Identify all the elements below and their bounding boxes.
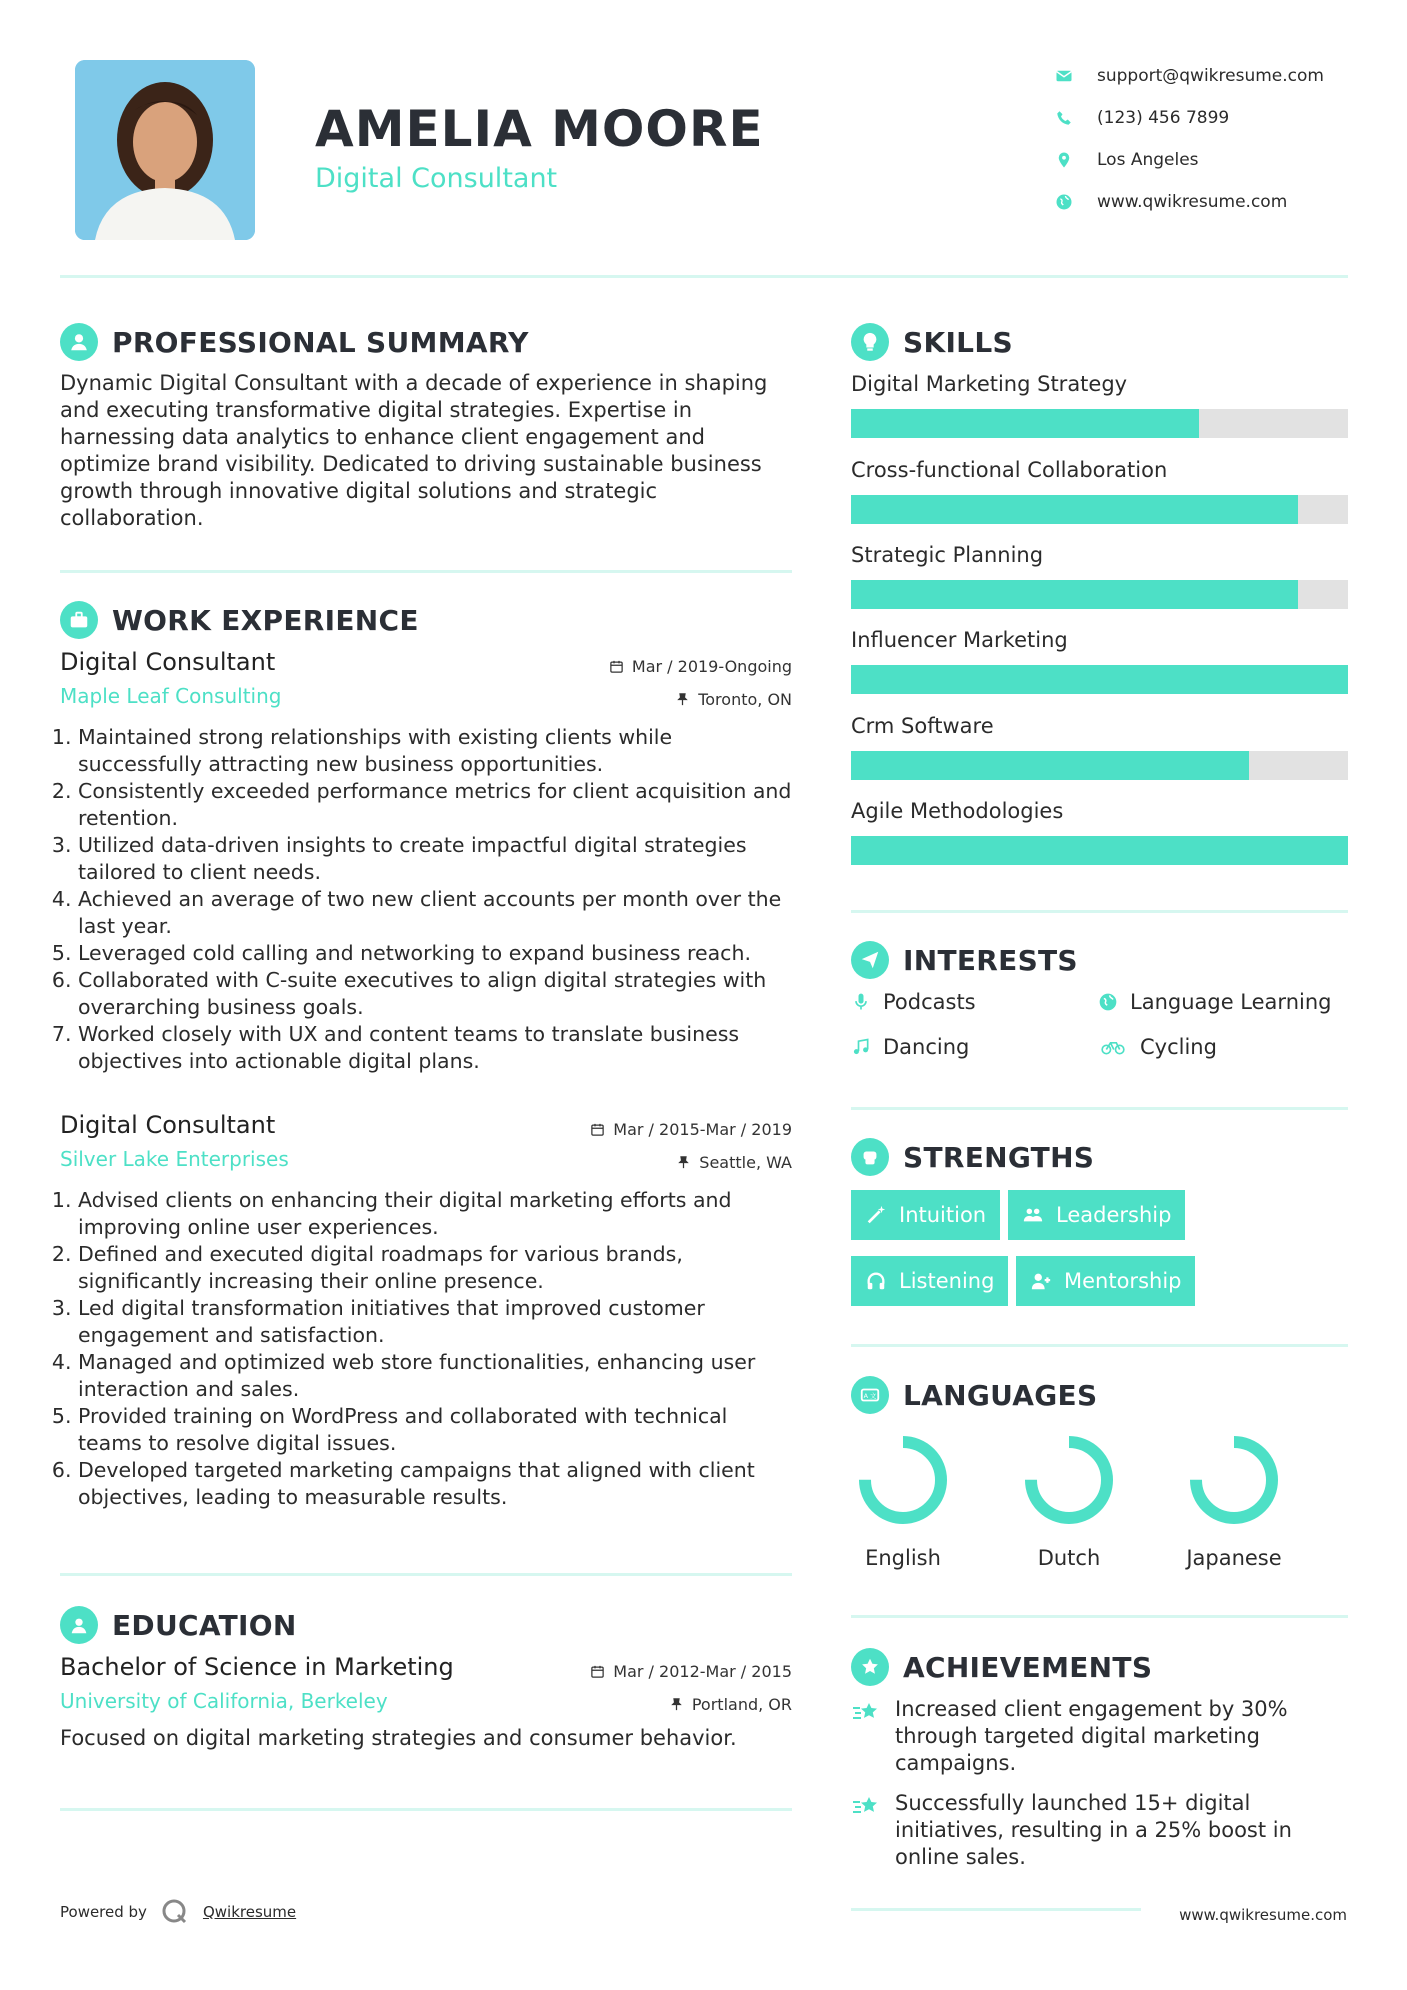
calendar-icon bbox=[590, 1664, 605, 1679]
skill-bar bbox=[851, 665, 1348, 694]
education-divider bbox=[60, 1808, 792, 1811]
language-ring bbox=[853, 1430, 953, 1530]
job-bullets bbox=[60, 724, 792, 1075]
language-ring bbox=[1184, 1430, 1284, 1530]
strength-tag bbox=[851, 1190, 1000, 1240]
interest-label: Language Learning bbox=[1130, 990, 1332, 1014]
magic-wand-icon bbox=[865, 1204, 887, 1226]
job-bullet: 1. Maintained strong relationships with existing clients while successfully attracting new business opportunities. bbox=[78, 724, 792, 778]
contact-email[interactable] bbox=[1055, 55, 1324, 97]
job-bullet: 3. Utilized data-driven insights to create impactful digital strategies tailored to client needs. bbox=[78, 832, 792, 886]
skill-bar-fill bbox=[851, 665, 1348, 694]
interest-label: Dancing bbox=[883, 1035, 970, 1059]
job-bullet: 5. Leveraged cold calling and networking to expand business reach. bbox=[78, 940, 792, 967]
work-divider bbox=[60, 1573, 792, 1576]
briefcase-icon bbox=[60, 601, 98, 639]
shooting-star-icon bbox=[851, 1698, 881, 1726]
interests-heading bbox=[851, 941, 1078, 979]
education-title: EDUCATION bbox=[112, 1608, 297, 1642]
summary-title: PROFESSIONAL SUMMARY bbox=[112, 325, 529, 359]
calendar-icon bbox=[609, 659, 624, 674]
skill-name: Agile Methodologies bbox=[851, 799, 1064, 823]
interest-label: Cycling bbox=[1140, 1035, 1217, 1059]
language-label: Dutch bbox=[1037, 1546, 1101, 1570]
strength-label: Listening bbox=[899, 1269, 995, 1293]
headphones-icon bbox=[865, 1270, 887, 1292]
contact-location-text: Los Angeles bbox=[1097, 150, 1199, 170]
bicycle-icon bbox=[1098, 1037, 1128, 1057]
strength-label: Mentorship bbox=[1064, 1269, 1182, 1293]
job-bullet: 5. Provided training on WordPress and collaborated with technical teams to resolve digital issues. bbox=[78, 1403, 792, 1457]
education-dates: Mar / 2012-Mar / 2015 bbox=[613, 1661, 792, 1681]
interest-item bbox=[1098, 1035, 1217, 1059]
job-location: Toronto, ON bbox=[698, 689, 792, 709]
powered-by-text: Powered by bbox=[60, 1903, 147, 1921]
skill-bar bbox=[851, 580, 1348, 609]
skill-bar bbox=[851, 495, 1348, 524]
contact-phone[interactable] bbox=[1055, 97, 1324, 139]
achievement-text: Successfully launched 15+ digital initiatives, resulting in a 25% boost in online sales. bbox=[895, 1791, 1292, 1869]
skill-bar bbox=[851, 751, 1348, 780]
job-bullet: 4. Achieved an average of two new client accounts per month over the last year. bbox=[78, 886, 792, 940]
job-title: Digital Consultant bbox=[60, 648, 276, 676]
microphone-icon bbox=[851, 992, 871, 1012]
skills-title: SKILLS bbox=[903, 325, 1013, 359]
education-heading bbox=[60, 1606, 297, 1644]
header-divider bbox=[60, 275, 1348, 278]
skill-bar bbox=[851, 836, 1348, 865]
contact-location bbox=[1055, 139, 1324, 181]
skill-item bbox=[851, 372, 1348, 438]
skill-name: Strategic Planning bbox=[851, 543, 1044, 567]
summary-heading bbox=[60, 323, 529, 361]
interest-item bbox=[1098, 990, 1331, 1014]
map-pin-icon bbox=[1055, 151, 1073, 169]
achievement-item bbox=[851, 1696, 1351, 1777]
profile-photo bbox=[75, 60, 255, 240]
skill-name: Cross-functional Collaboration bbox=[851, 458, 1168, 482]
strengths-heading bbox=[851, 1138, 1094, 1176]
degree: Bachelor of Science in Marketing bbox=[60, 1653, 454, 1681]
skill-item bbox=[851, 799, 1348, 865]
strength-tag bbox=[1008, 1190, 1185, 1240]
phone-icon bbox=[1055, 109, 1073, 127]
skill-bar-fill bbox=[851, 409, 1199, 438]
skill-name: Influencer Marketing bbox=[851, 628, 1068, 652]
pin-icon bbox=[669, 1697, 684, 1712]
skill-item bbox=[851, 714, 1348, 780]
language-ring-arc bbox=[1196, 1442, 1272, 1518]
job-meta bbox=[590, 1119, 792, 1185]
job-bullet: 2. Defined and executed digital roadmaps for various brands, significantly increasing their online presence. bbox=[78, 1241, 792, 1295]
language-label: Japanese bbox=[1186, 1546, 1282, 1570]
graduation-icon bbox=[60, 1606, 98, 1644]
languages-divider bbox=[851, 1615, 1348, 1618]
interest-item bbox=[851, 1035, 969, 1059]
interests-divider bbox=[851, 1107, 1348, 1110]
globe-icon bbox=[1055, 193, 1073, 211]
skill-bar-fill bbox=[851, 495, 1298, 524]
language-label: English bbox=[865, 1546, 941, 1570]
contact-list bbox=[1055, 55, 1324, 223]
strengths-divider bbox=[851, 1344, 1348, 1347]
achievements-title: ACHIEVEMENTS bbox=[903, 1650, 1153, 1684]
skill-item bbox=[851, 543, 1348, 609]
interest-item bbox=[851, 990, 976, 1014]
strength-label: Leadership bbox=[1056, 1203, 1172, 1227]
skill-name: Crm Software bbox=[851, 714, 994, 738]
user-plus-icon bbox=[1030, 1270, 1052, 1292]
skill-item bbox=[851, 458, 1348, 524]
job-title: Digital Consultant bbox=[60, 1111, 276, 1139]
education-location: Portland, OR bbox=[691, 1694, 792, 1714]
calendar-icon bbox=[590, 1122, 605, 1137]
job-bullet: 4. Managed and optimized web store functionalities, enhancing user interaction and sales. bbox=[78, 1349, 792, 1403]
language-ring-arc bbox=[1031, 1442, 1107, 1518]
language-ring-arc bbox=[865, 1442, 941, 1518]
language-card-icon bbox=[851, 1376, 889, 1414]
contact-email-text: support@qwikresume.com bbox=[1097, 66, 1324, 86]
contact-website-text: www.qwikresume.com bbox=[1097, 192, 1288, 212]
skill-bar-fill bbox=[851, 836, 1348, 865]
job-bullet: 6. Collaborated with C-suite executives to align digital strategies with overarching business goals. bbox=[78, 967, 792, 1021]
job-bullet: 6. Developed targeted marketing campaigns that aligned with client objectives, leading to measurable results. bbox=[78, 1457, 792, 1511]
lightbulb-icon bbox=[851, 323, 889, 361]
job-entry-1 bbox=[60, 648, 792, 1075]
achievements-divider bbox=[851, 1908, 1141, 1911]
user-icon bbox=[60, 323, 98, 361]
language-ring bbox=[1019, 1430, 1119, 1530]
language-item bbox=[1184, 1430, 1284, 1570]
qwikresume-logo-icon bbox=[161, 1898, 189, 1926]
candidate-role: Digital Consultant bbox=[315, 163, 558, 194]
languages-heading bbox=[851, 1376, 1097, 1414]
work-title: WORK EXPERIENCE bbox=[112, 603, 419, 637]
pin-icon bbox=[675, 692, 690, 707]
envelope-icon bbox=[1055, 67, 1073, 85]
summary-text: Dynamic Digital Consultant with a decade of experience in shaping and executing transformative digital strategies. Expertise in harnessing data analytics to enhance client engagement and optimize brand visibility. Dedicated to driving sustainable business growth through innovative digital solutions and strategic collaboration. bbox=[60, 371, 768, 530]
job-bullet: 7. Worked closely with UX and content teams to translate business objectives into actionable digital plans. bbox=[78, 1021, 792, 1075]
job-dates: Mar / 2015-Mar / 2019 bbox=[613, 1119, 792, 1139]
globe-icon bbox=[1098, 992, 1118, 1012]
footer-powered bbox=[60, 1898, 296, 1926]
job-bullet: 2. Consistently exceeded performance metrics for client acquisition and retention. bbox=[78, 778, 792, 832]
skills-heading bbox=[851, 323, 1013, 361]
strengths-title: STRENGTHS bbox=[903, 1140, 1095, 1174]
language-item bbox=[1019, 1430, 1119, 1570]
pin-icon bbox=[676, 1155, 691, 1170]
footer-url[interactable]: www.qwikresume.com bbox=[1179, 1906, 1347, 1924]
strength-tag bbox=[1016, 1256, 1195, 1306]
job-company: Silver Lake Enterprises bbox=[60, 1147, 289, 1171]
brand-link[interactable]: Qwikresume bbox=[202, 1903, 297, 1921]
job-location: Seattle, WA bbox=[699, 1152, 792, 1172]
strength-label: Intuition bbox=[899, 1203, 987, 1227]
job-dates: Mar / 2019-Ongoing bbox=[631, 656, 792, 676]
education-meta bbox=[590, 1661, 792, 1727]
job-meta bbox=[609, 656, 792, 722]
job-bullet: 1. Advised clients on enhancing their digital marketing efforts and improving online user experiences. bbox=[78, 1187, 792, 1241]
interest-label: Podcasts bbox=[883, 990, 976, 1014]
work-heading bbox=[60, 601, 419, 639]
skill-bar-fill bbox=[851, 580, 1298, 609]
achievements-heading bbox=[851, 1648, 1152, 1686]
candidate-name: AMELIA MOORE bbox=[315, 100, 764, 158]
job-bullet: 3. Led digital transformation initiatives that improved customer engagement and satisfaction. bbox=[78, 1295, 792, 1349]
job-entry-2 bbox=[60, 1111, 792, 1511]
languages-title: LANGUAGES bbox=[903, 1378, 1098, 1412]
summary-divider bbox=[60, 570, 792, 573]
skill-name: Digital Marketing Strategy bbox=[851, 372, 1128, 396]
users-icon bbox=[1022, 1204, 1044, 1226]
achievement-text: Increased client engagement by 30% through targeted digital marketing campaigns. bbox=[895, 1697, 1288, 1775]
fist-icon bbox=[851, 1138, 889, 1176]
job-company: Maple Leaf Consulting bbox=[60, 684, 282, 708]
skill-item bbox=[851, 628, 1348, 694]
shooting-star-icon bbox=[851, 1792, 881, 1820]
contact-phone-text: (123) 456 7899 bbox=[1097, 108, 1230, 128]
skill-bar-fill bbox=[851, 751, 1249, 780]
paper-plane-icon bbox=[851, 941, 889, 979]
music-note-icon bbox=[851, 1037, 871, 1057]
svg-text:A 文: A 文 bbox=[863, 1391, 877, 1400]
school: University of California, Berkeley bbox=[60, 1689, 388, 1713]
job-bullets bbox=[60, 1187, 792, 1511]
skill-bar bbox=[851, 409, 1348, 438]
education-description: Focused on digital marketing strategies and consumer behavior. bbox=[60, 1726, 737, 1750]
star-badge-icon bbox=[851, 1648, 889, 1686]
language-item bbox=[853, 1430, 953, 1570]
contact-website[interactable] bbox=[1055, 181, 1324, 223]
education-entry bbox=[60, 1653, 792, 1752]
achievement-item bbox=[851, 1790, 1351, 1871]
skills-divider bbox=[851, 910, 1348, 913]
interests-title: INTERESTS bbox=[903, 943, 1078, 977]
strength-tag bbox=[851, 1256, 1008, 1306]
